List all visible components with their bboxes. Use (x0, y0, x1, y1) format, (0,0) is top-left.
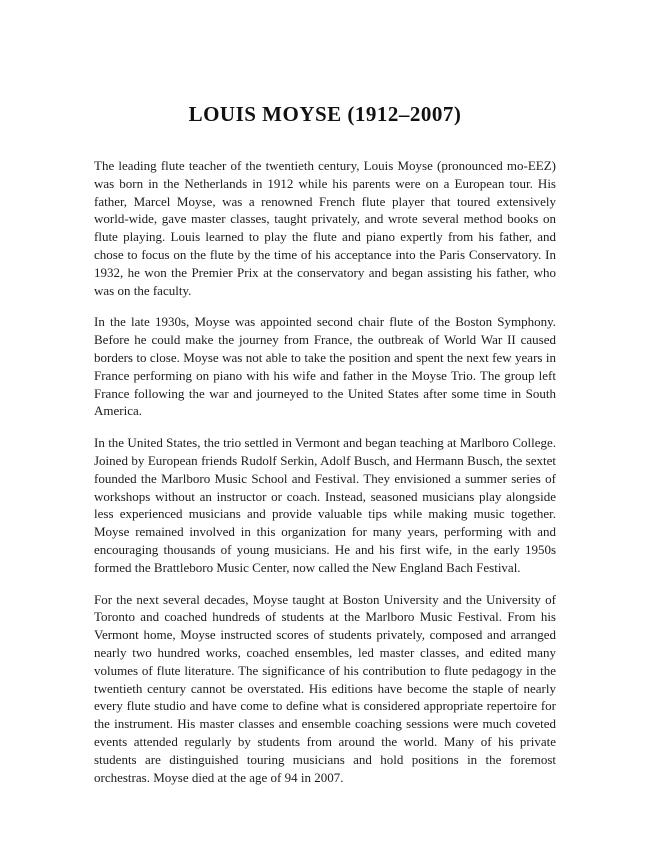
paragraph: In the late 1930s, Moyse was appointed second chair flute of the Boston Symphony. Before he could make the journey from France, the outbreak of World War II caused borders to close. Moyse was not able to take the position and spent the next few years in France performing on piano with his wife and father in the Moyse Trio. The group left France following the war and journeyed to the United States after some time in South America. (94, 314, 556, 419)
paragraph: In the United States, the trio settled in Vermont and began teaching at Marlboro College. Joined by European friends Rudolf Serkin, Adolf Busch, and Hermann Busch, the sextet founded the Marlboro Music School and Festival. They envisioned a summer series of workshops without an instructor or coach. Instead, seasoned musicians play alongside less experienced musicians and provide valuable tips while making music together. Moyse remained involved in this organization for many years, performing with and encouraging thousands of young musicians. He and his first wife, in the early 1950s formed the Brattleboro Music Center, now called the New England Bach Festival. (94, 435, 556, 575)
paragraph: The leading flute teacher of the twentieth century, Louis Moyse (pronounced mo-EEZ) was born in the Netherlands in 1912 while his parents were on a European tour. His father, Marcel Moyse, was a renowned French flute player that toured extensively world-wide, gave master classes, taught privately, and wrote several method books on flute playing. Louis learned to play the flute and piano expertly from his father, and chose to focus on the flute by the time of his acceptance into the Paris Conservatory. In 1932, he won the Premier Prix at the conservatory and began assisting his father, who was on the faculty. (94, 158, 556, 298)
paragraph: For the next several decades, Moyse taught at Boston University and the University of Toronto and coached hundreds of students at the Marlboro Music Festival. From his Vermont home, Moyse instructed scores of students privately, composed and arranged nearly two hundred works, coached ensembles, led master classes, and edited many volumes of flute literature. The significance of his contribution to flute pedagogy in the twentieth century cannot be overstated. His editions have become the staple of nearly every flute studio and have come to define what is considered appropriate repertoire for the instrument. His master classes and ensemble coaching sessions were much coveted events attended regularly by students from around the world. Many of his private students are distinguished touring musicians and hold positions in the foremost orchestras. Moyse died at the age of 94 in 2007. (94, 591, 556, 785)
page-title: LOUIS MOYSE (1912–2007) (188, 102, 462, 126)
document-content (94, 102, 556, 786)
